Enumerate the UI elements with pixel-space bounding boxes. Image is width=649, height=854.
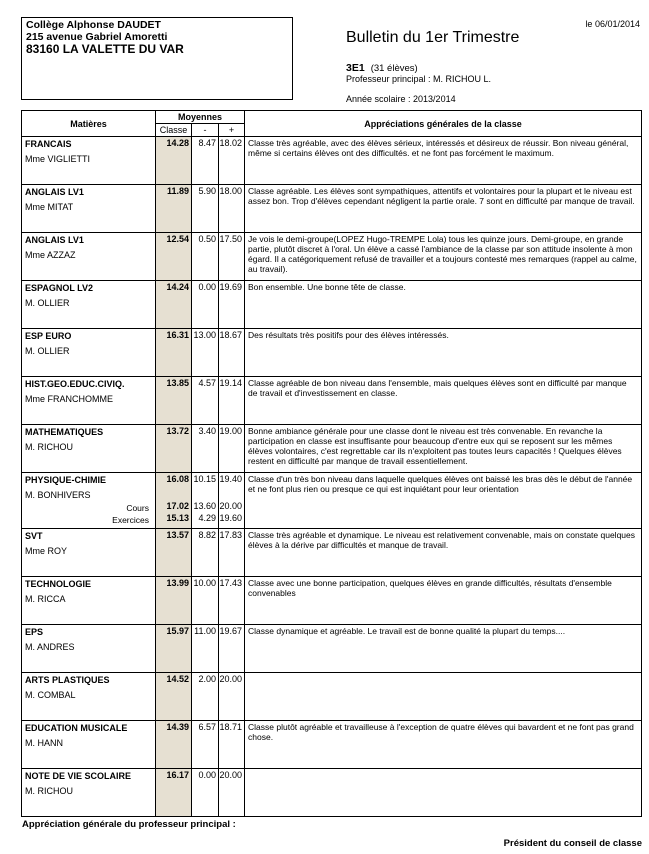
subject-cell xyxy=(22,137,156,185)
subject-cell xyxy=(22,473,156,529)
average-min xyxy=(192,329,219,377)
average-min-value: 0.00 xyxy=(198,282,216,292)
teacher-name: M. ANDRES xyxy=(25,642,75,652)
average-min-value: 6.57 xyxy=(198,722,216,732)
appreciation-cell: Classe avec une bonne participation, quelques élèves en grande difficultés, résultats d'ensemble convenables xyxy=(245,577,642,625)
average-classe xyxy=(156,577,192,625)
school-name: Collège Alphonse DAUDET xyxy=(26,19,161,31)
average-max-value: 19.67 xyxy=(219,626,243,636)
average-max-value: 18.67 xyxy=(219,330,243,340)
subject-name: ANGLAIS LV1 xyxy=(25,187,84,197)
average-min-value: 8.47 xyxy=(198,138,216,148)
appreciation-cell: Classe très agréable et dynamique. Le niveau est relativement convenable, mais on constate quelques élèves à la dérive par difficultés et manque de travail. xyxy=(245,529,642,577)
average-classe-value: 13.57 xyxy=(166,530,189,540)
average-max xyxy=(219,137,245,185)
appreciation-cell: Classe agréable de bon niveau dans l'ensemble, mais quelques élèves sont en difficulté par manque de travail et d'investissement en classe. xyxy=(245,377,642,425)
header-max: + xyxy=(219,124,245,137)
average-classe-value: 16.17 xyxy=(166,770,189,780)
subject-cell xyxy=(22,281,156,329)
teacher-name: M. BONHIVERS xyxy=(25,490,91,500)
sub-assessment-label: Cours xyxy=(126,503,149,513)
teacher-name: M. RICCA xyxy=(25,594,66,604)
average-max xyxy=(219,721,245,769)
average-classe xyxy=(156,329,192,377)
subject-name: EDUCATION MUSICALE xyxy=(25,723,128,733)
average-max-value: 18.02 xyxy=(219,138,243,148)
table-row xyxy=(22,673,642,721)
average-classe-value: 16.31 xyxy=(166,330,189,340)
average-classe xyxy=(156,185,192,233)
appreciation-cell: Des résultats très positifs pour des élèves intéressés. xyxy=(245,329,642,377)
principal-teacher: Professeur principal : M. RICHOU L. xyxy=(346,74,492,84)
header-appreciations: Appréciations générales de la classe xyxy=(245,111,642,137)
average-min-value: 10.00 xyxy=(193,578,216,588)
report-date: le 06/01/2014 xyxy=(585,19,640,29)
subject-name: ANGLAIS LV1 xyxy=(25,235,84,245)
header-class: Classe xyxy=(156,124,192,137)
average-max xyxy=(219,473,245,529)
average-min xyxy=(192,185,219,233)
average-max-value: 19.69 xyxy=(219,282,243,292)
subject-cell xyxy=(22,377,156,425)
table-row xyxy=(22,377,642,425)
average-min xyxy=(192,377,219,425)
subject-name: ARTS PLASTIQUES xyxy=(25,675,110,685)
teacher-name: Mme ROY xyxy=(25,546,68,556)
average-max xyxy=(219,769,245,817)
sub-average-classe: 15.13 xyxy=(166,513,189,523)
subject-cell xyxy=(22,329,156,377)
appreciation-cell: Bonne ambiance générale pour une classe dont le niveau est très convenable. En revanche la participation en classe est insuffisante pour beaucoup d'entre eux qui se reposent sur les mêmes élèves volontaires, c'est regrettable car ils n'exploitent pas toutes leurs capacités ! Quelques élèves restent en difficulté par manque de travail essentiellement. xyxy=(245,425,642,473)
appreciation-cell: Classe d'un très bon niveau dans laquelle quelques élèves ont baissé les bras dès le début de l'année et ne font plus rien ou presque ce qui est inquiétant pour leur orientation xyxy=(245,473,642,529)
average-min xyxy=(192,137,219,185)
teacher-name: Mme AZZAZ xyxy=(25,250,76,260)
appreciation-cell: Classe très agréable, avec des élèves sérieux, intéressés et désireux de réussir. Bon niveau général, même si certains élèves ont des difficultés. et ne font pas forcément le maximum. xyxy=(245,137,642,185)
subject-name: HIST.GEO.EDUC.CIVIQ. xyxy=(25,379,125,389)
subject-name: ESPAGNOL LV2 xyxy=(25,283,94,293)
average-classe xyxy=(156,473,192,529)
average-min-value: 13.00 xyxy=(193,330,216,340)
table-row xyxy=(22,425,642,473)
average-max xyxy=(219,377,245,425)
appreciation-cell: Classe dynamique et agréable. Le travail est de bonne qualité la plupart du temps.... xyxy=(245,625,642,673)
subject-name: PHYSIQUE-CHIMIE xyxy=(25,475,107,485)
average-max xyxy=(219,329,245,377)
school-city: 83160 LA VALETTE DU VAR xyxy=(26,42,184,56)
subject-name: FRANCAIS xyxy=(25,139,72,149)
average-classe-value: 13.99 xyxy=(166,578,189,588)
average-max-value: 17.83 xyxy=(219,530,243,540)
average-classe-value: 11.89 xyxy=(166,186,189,196)
average-max xyxy=(219,233,245,281)
average-max-value: 18.00 xyxy=(219,186,243,196)
subject-cell xyxy=(22,577,156,625)
average-max-value: 20.00 xyxy=(219,674,243,684)
subject-cell xyxy=(22,233,156,281)
table-row xyxy=(22,185,642,233)
school-street: 215 avenue Gabriel Amoretti xyxy=(26,31,168,43)
appreciation-cell: Je vois le demi-groupe(LOPEZ Hugo-TREMPE Lola) tous les quinze jours. Demi-groupe, en grande partie, plutôt discret à l'oral. Un élève a cassé l'ambiance de la classe par son attitude insolente à mon égard. Il a catégoriquement refusé de travailler et a toujours contesté mes remarques (rappel au calme, au travail). xyxy=(245,233,642,281)
school-address-box xyxy=(21,17,293,100)
header-subjects: Matières xyxy=(22,111,156,137)
average-min xyxy=(192,625,219,673)
teacher-name: M. OLLIER xyxy=(25,346,70,356)
average-max-value: 19.14 xyxy=(219,378,243,388)
subject-cell xyxy=(22,673,156,721)
average-min xyxy=(192,425,219,473)
average-classe-value: 14.52 xyxy=(166,674,189,684)
school-year: Année scolaire : 2013/2014 xyxy=(346,94,456,104)
subject-name: EPS xyxy=(25,627,44,637)
subject-cell xyxy=(22,625,156,673)
header-min: - xyxy=(192,124,219,137)
table-row xyxy=(22,281,642,329)
class-name: 3E1 xyxy=(346,62,365,74)
appreciation-cell xyxy=(245,673,642,721)
sub-average-min: 4.29 xyxy=(198,513,216,523)
subject-cell xyxy=(22,769,156,817)
average-max-value: 18.71 xyxy=(219,722,243,732)
subject-name: TECHNOLOGIE xyxy=(25,579,92,589)
average-classe-value: 13.85 xyxy=(166,378,189,388)
teacher-name: M. RICHOU xyxy=(25,442,73,452)
average-classe xyxy=(156,233,192,281)
average-max-value: 20.00 xyxy=(219,770,243,780)
average-min xyxy=(192,577,219,625)
average-classe xyxy=(156,281,192,329)
grades-table xyxy=(21,110,642,817)
average-classe-value: 15.97 xyxy=(166,626,189,636)
average-min xyxy=(192,673,219,721)
average-classe xyxy=(156,721,192,769)
subject-name: SVT xyxy=(25,531,43,541)
average-min-value: 8.82 xyxy=(198,530,216,540)
average-classe xyxy=(156,673,192,721)
subject-name: NOTE DE VIE SCOLAIRE xyxy=(25,771,132,781)
principal-appreciation-label: Appréciation générale du professeur principal : xyxy=(22,819,236,830)
subject-cell xyxy=(22,721,156,769)
report-title: Bulletin du 1er Trimestre xyxy=(346,29,520,46)
average-min-value: 10.15 xyxy=(193,474,216,484)
average-classe-value: 14.24 xyxy=(166,282,189,292)
teacher-name: M. OLLIER xyxy=(25,298,70,308)
sub-average-classe: 17.02 xyxy=(166,501,189,511)
table-row xyxy=(22,473,642,529)
average-max xyxy=(219,185,245,233)
average-min-value: 5.90 xyxy=(198,186,216,196)
average-max-value: 19.40 xyxy=(219,474,243,484)
average-classe-value: 16.08 xyxy=(166,474,189,484)
average-classe xyxy=(156,425,192,473)
teacher-name: M. HANN xyxy=(25,738,63,748)
sub-average-min: 13.60 xyxy=(193,501,216,511)
header-averages: Moyennes xyxy=(156,111,245,124)
average-max xyxy=(219,425,245,473)
subject-name: ESP EURO xyxy=(25,331,72,341)
average-min-value: 2.00 xyxy=(198,674,216,684)
average-min-value: 4.57 xyxy=(198,378,216,388)
average-min-value: 0.50 xyxy=(198,234,216,244)
table-row xyxy=(22,625,642,673)
table-row xyxy=(22,529,642,577)
average-max xyxy=(219,281,245,329)
teacher-name: Mme MITAT xyxy=(25,202,74,212)
appreciation-cell: Bon ensemble. Une bonne tête de classe. xyxy=(245,281,642,329)
average-classe-value: 14.39 xyxy=(166,722,189,732)
average-max-value: 17.43 xyxy=(219,578,243,588)
teacher-name: M. COMBAL xyxy=(25,690,76,700)
table-row xyxy=(22,577,642,625)
class-info xyxy=(346,62,418,74)
class-count: (31 élèves) xyxy=(370,63,418,74)
average-classe xyxy=(156,625,192,673)
subject-name: MATHEMATIQUES xyxy=(25,427,104,437)
appreciation-cell xyxy=(245,769,642,817)
appreciation-cell: Classe agréable. Les élèves sont sympathiques, attentifs et volontaires pour la plupart et le niveau est assez bon. Trop d'élèves cependant négligent la partie orale. 7 sont en difficulté par manque de travail. xyxy=(245,185,642,233)
table-row xyxy=(22,769,642,817)
table-row xyxy=(22,233,642,281)
average-classe xyxy=(156,529,192,577)
average-max xyxy=(219,673,245,721)
average-max-value: 17.50 xyxy=(219,234,243,244)
average-classe-value: 12.54 xyxy=(166,234,189,244)
average-classe xyxy=(156,377,192,425)
average-min xyxy=(192,769,219,817)
table-row xyxy=(22,721,642,769)
average-classe xyxy=(156,137,192,185)
average-min xyxy=(192,281,219,329)
average-min-value: 0.00 xyxy=(198,770,216,780)
appreciation-cell: Classe plutôt agréable et travailleuse à l'exception de quatre élèves qui bavardent et ne font pas grand chose. xyxy=(245,721,642,769)
average-min xyxy=(192,233,219,281)
table-row xyxy=(22,137,642,185)
average-classe-value: 13.72 xyxy=(166,426,189,436)
average-min xyxy=(192,721,219,769)
teacher-name: Mme VIGLIETTI xyxy=(25,154,91,164)
average-max xyxy=(219,577,245,625)
subject-cell xyxy=(22,529,156,577)
table-row xyxy=(22,329,642,377)
council-president-label: Président du conseil de classe xyxy=(503,838,642,849)
teacher-name: Mme FRANCHOMME xyxy=(25,394,113,404)
average-classe xyxy=(156,769,192,817)
teacher-name: M. RICHOU xyxy=(25,786,73,796)
sub-average-max: 19.60 xyxy=(219,513,243,523)
average-min-value: 3.40 xyxy=(198,426,216,436)
average-min xyxy=(192,529,219,577)
average-max xyxy=(219,529,245,577)
average-max-value: 19.00 xyxy=(219,426,243,436)
sub-assessment-label: Exercices xyxy=(112,515,149,525)
subject-cell xyxy=(22,425,156,473)
subject-cell xyxy=(22,185,156,233)
sub-average-max: 20.00 xyxy=(219,501,243,511)
average-classe-value: 14.28 xyxy=(166,138,189,148)
average-min-value: 11.00 xyxy=(194,626,216,636)
average-max xyxy=(219,625,245,673)
average-min xyxy=(192,473,219,529)
